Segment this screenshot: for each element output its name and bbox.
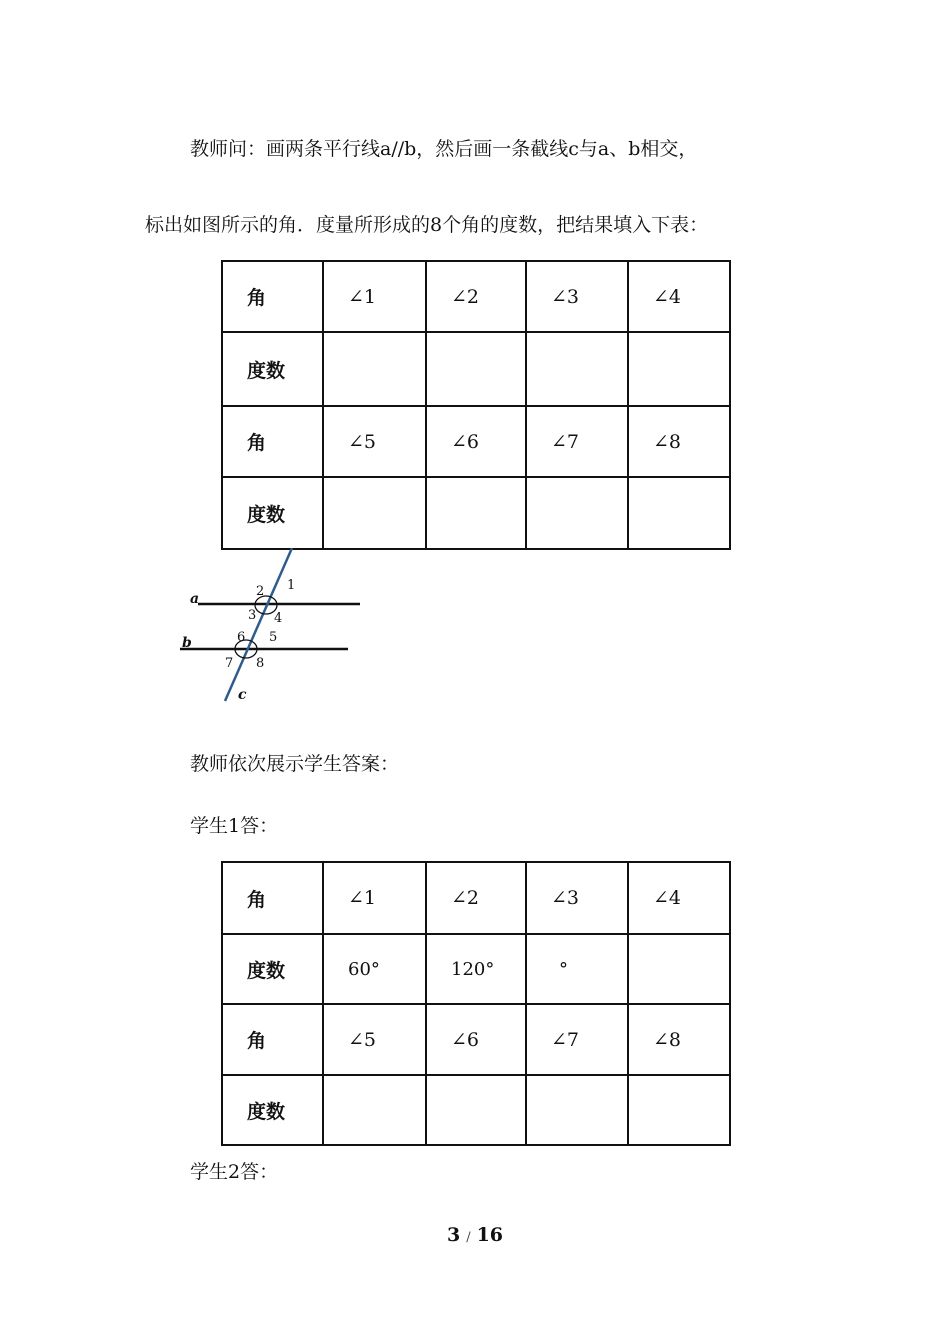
table-row — [222, 862, 730, 934]
angle-table-student-1 — [221, 861, 731, 1146]
angle-label-8: 8 — [256, 656, 265, 671]
table-cell — [526, 1075, 628, 1145]
page-number — [0, 1224, 950, 1246]
table-cell: ∠4 — [628, 261, 730, 332]
table-cell: 度数 — [222, 1075, 323, 1145]
table-cell — [628, 934, 730, 1004]
parallel-lines-figure — [170, 548, 370, 708]
table-cell: 度数 — [222, 332, 323, 406]
table-cell: ° — [526, 934, 628, 1004]
table-cell: ∠4 — [628, 862, 730, 934]
label-b: b — [182, 635, 192, 651]
table-cell — [323, 332, 426, 406]
intro-line-2: 标出如图所示的角．度量所形成的8个角的度数，把结果填入下表： — [145, 214, 709, 236]
angle-label-6: 6 — [237, 630, 246, 645]
angle-label-4: 4 — [274, 611, 283, 626]
table-cell: ∠5 — [323, 406, 426, 477]
table-cell — [323, 1075, 426, 1145]
table-cell: 120° — [426, 934, 526, 1004]
table-cell — [526, 477, 628, 549]
angle-table-blank — [221, 260, 731, 550]
label-a: a — [190, 591, 200, 607]
table-cell: ∠6 — [426, 1004, 526, 1075]
table-cell: ∠5 — [323, 1004, 426, 1075]
table-cell: ∠8 — [628, 406, 730, 477]
angle-label-5: 5 — [269, 630, 278, 645]
table-cell — [426, 332, 526, 406]
table-row — [222, 1075, 730, 1145]
table-row — [222, 1004, 730, 1075]
table-cell: ∠6 — [426, 406, 526, 477]
table-cell: 60° — [323, 934, 426, 1004]
table-cell — [323, 477, 426, 549]
table-cell: 度数 — [222, 477, 323, 549]
table-row — [222, 406, 730, 477]
table-cell: 度数 — [222, 934, 323, 1004]
page-total: 16 — [476, 1224, 504, 1246]
show-answers-text: 教师依次展示学生答案： — [190, 753, 400, 775]
table-row — [222, 261, 730, 332]
table-cell: ∠1 — [323, 261, 426, 332]
table-cell: ∠3 — [526, 862, 628, 934]
table-row — [222, 477, 730, 549]
angle-label-3: 3 — [248, 608, 257, 623]
page-current: 3 — [446, 1224, 461, 1246]
page-separator: / — [466, 1230, 471, 1245]
table-row — [222, 934, 730, 1004]
angle-label-2: 2 — [256, 584, 265, 599]
table-cell — [628, 477, 730, 549]
label-c: c — [238, 687, 247, 703]
table-cell: 角 — [222, 261, 323, 332]
table-cell: ∠3 — [526, 261, 628, 332]
angle-label-7: 7 — [225, 656, 234, 671]
table-cell: ∠7 — [526, 1004, 628, 1075]
table-cell — [426, 477, 526, 549]
table-row — [222, 332, 730, 406]
table-cell: ∠8 — [628, 1004, 730, 1075]
table-cell: ∠7 — [526, 406, 628, 477]
intro-line-1: 教师问：画两条平行线a//b，然后画一条截线c与a、b相交， — [190, 138, 698, 160]
table-cell — [628, 1075, 730, 1145]
table-cell — [426, 1075, 526, 1145]
table-cell: ∠1 — [323, 862, 426, 934]
table-cell: ∠2 — [426, 261, 526, 332]
table-cell: 角 — [222, 862, 323, 934]
table-cell — [526, 332, 628, 406]
student-2-label: 学生2答： — [190, 1161, 279, 1183]
student-1-label: 学生1答： — [190, 815, 279, 837]
table-cell: 角 — [222, 406, 323, 477]
table-cell: 角 — [222, 1004, 323, 1075]
table-cell — [628, 332, 730, 406]
angle-label-1: 1 — [287, 578, 296, 593]
table-cell: ∠2 — [426, 862, 526, 934]
